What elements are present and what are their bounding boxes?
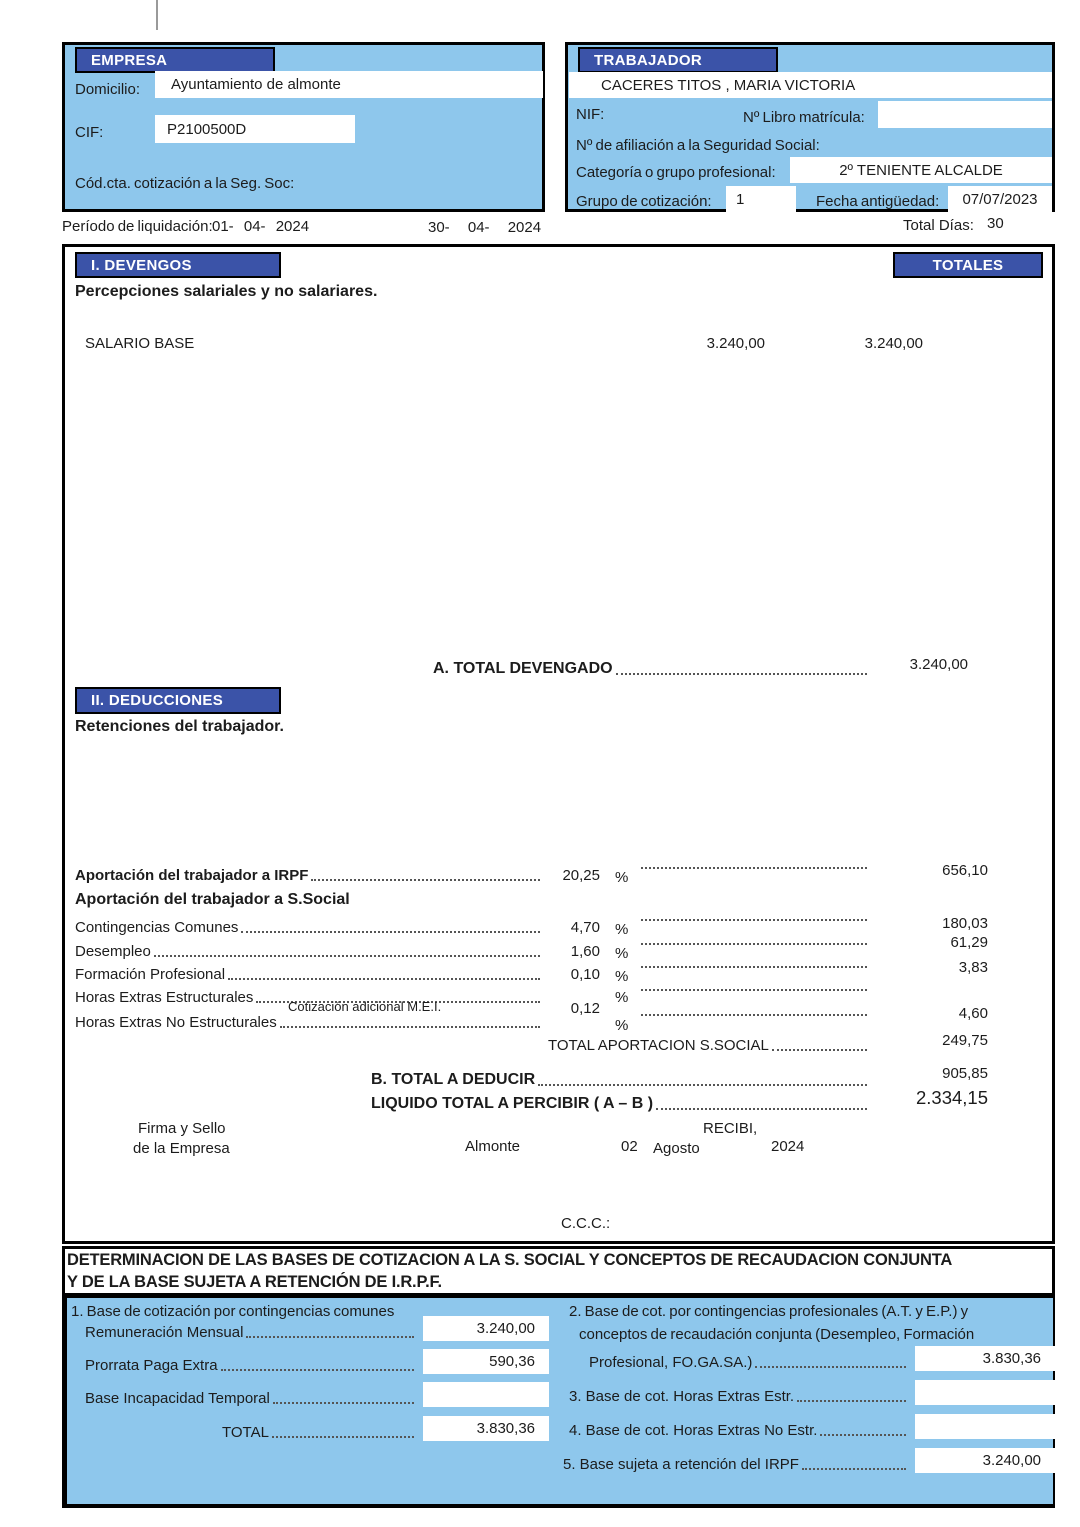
dotted-leader [802,1468,906,1470]
remuneracion-field [423,1316,549,1341]
afiliacion-label: Nº de afiliación a la Seguridad Social: [576,137,820,154]
leader [638,966,870,971]
dotted-leader [641,989,867,991]
prorrata-field [423,1349,549,1374]
categoria-value: 2º TENIENTE ALCALDE [839,161,1003,179]
cif-value: P2100500D [167,120,247,138]
pct-sign: % [615,921,629,938]
fecha-antiguedad-label: Fecha antigüedad: [816,193,940,210]
devengos-header: I. DEVENGOS [75,252,281,278]
deduccion-row [75,1014,543,1031]
base-item5-label: 5. Base sujeta a retención del IRPF [563,1456,799,1473]
devengos-deducciones-box [62,244,1055,1244]
registration-mark [156,0,158,30]
dotted-leader [641,1014,867,1016]
ccc-label: C.C.C.: [561,1215,611,1232]
dotted-leader [273,1402,414,1404]
dotted-leader [154,955,540,957]
deduccion-value: 3,83 [958,959,988,976]
dotted-leader [246,1336,414,1338]
grupo-cotizacion-value: 1 [736,190,745,208]
base-item3-row [569,1388,909,1405]
periodo-label: Período de liquidación: [62,218,213,235]
base-item2-row [589,1354,909,1371]
prorrata-row [85,1357,417,1374]
base-item5-row [563,1456,909,1473]
dotted-leader [616,673,867,675]
base-item2-line3: Profesional, FO.GA.SA.) [589,1354,753,1371]
trabajador-header: TRABAJADOR [578,47,778,73]
periodo-desde: 01- 04- 2024 [212,218,310,235]
irpf-leader [638,867,870,872]
firma-anio: 2024 [771,1138,805,1155]
dotted-leader [241,931,540,933]
dotted-leader [641,943,867,945]
nombre-field [569,72,1052,98]
periodo-hasta: 30- 04- 2024 [428,219,542,236]
base-item4-label: 4. Base de cot. Horas Extras No Estr. [569,1422,818,1439]
deducciones-header: II. DEDUCCIONES [75,687,281,714]
leader [638,1014,870,1019]
dotted-leader [797,1400,906,1402]
domicilio-label: Domicilio: [75,81,141,98]
total-devengado-value: 3.240,00 [909,656,968,673]
firma-lugar: Almonte [465,1138,521,1155]
total-deducir-row [371,1071,870,1089]
base-item3-label: 3. Base de cot. Horas Extras Estr. [569,1388,795,1405]
base-item2-field [915,1346,1055,1371]
liquido-label: LIQUIDO TOTAL A PERCIBIR ( A – B ) [371,1095,654,1112]
base-item5-value: 3.240,00 [982,1452,1041,1469]
pct-sign: % [615,1017,629,1034]
base-item4-row [569,1422,909,1439]
irpf-value: 656,10 [942,862,988,879]
empresa-header: EMPRESA [75,47,275,73]
grupo-cotizacion-field [726,186,796,212]
grupo-cotizacion-label: Grupo de cotización: [576,193,712,210]
ssocial-subtitle: Aportación del trabajador a S.Social [75,891,350,908]
dotted-leader [280,1026,540,1028]
dotted-leader [755,1366,906,1368]
total-ss-value: 249,75 [942,1032,988,1049]
deducciones-subtitle: Retenciones del trabajador. [75,718,284,735]
incapacidad-row [85,1390,417,1407]
categoria-label: Categoría o grupo profesional: [576,164,776,181]
total-deducir-label: B. TOTAL A DEDUCIR [371,1071,536,1088]
determinacion-title-line2: Y DE LA BASE SUJETA A RETENCIÓN DE I.R.P.F. [67,1273,442,1291]
base-item2-value: 3.830,36 [982,1350,1041,1367]
irpf-row [75,867,543,884]
base-item2-line2: conceptos de recaudación conjunta (Desempleo, Formación [579,1326,975,1343]
pct-sign: % [615,989,629,1006]
firma-line1: Firma y Sello [138,1120,226,1137]
concepto-salario-base: SALARIO BASE [85,335,195,352]
irpf-pct: 20,25 [562,867,600,884]
libro-matricula-field [878,101,1052,128]
empresa-panel [62,42,545,212]
total-deducir-value: 905,85 [942,1065,988,1082]
deduccion-pct: 0,10 [570,966,600,983]
salario-base-total: 3.240,00 [864,335,923,352]
deduccion-label: Contingencias Comunes [75,919,239,936]
dotted-leader [221,1369,414,1371]
total-devengado-label: A. TOTAL DEVENGADO [433,660,613,677]
prorrata-label: Prorrata Paga Extra [85,1357,218,1374]
nif-label: NIF: [576,106,605,123]
deduccion-label: Horas Extras Estructurales [75,989,254,1006]
deduccion-label: Desempleo [75,943,151,960]
firma-dia: 02 [621,1138,638,1155]
base-item4-field [915,1414,1055,1439]
salario-base-importe: 3.240,00 [706,335,765,352]
fecha-antiguedad-field [948,186,1052,212]
deduccion-value: 180,03 [942,915,988,932]
totales-header: TOTALES [893,252,1043,278]
libro-matricula-label: Nº Libro matrícula: [743,109,865,126]
deduccion-pct: 1,60 [570,943,600,960]
base-item3-field [915,1380,1055,1405]
bases-total-value: 3.830,36 [476,1420,535,1437]
dotted-leader [538,1084,867,1086]
liquido-value: 2.334,15 [915,1087,988,1108]
dotted-leader [820,1434,906,1436]
recibi-label: RECIBI, [703,1120,758,1137]
cif-field [155,115,355,143]
total-ss-row [548,1037,870,1054]
liquido-row [371,1095,870,1113]
incapacidad-label: Base Incapacidad Temporal [85,1390,270,1407]
leader [638,989,870,994]
dotted-leader [656,1108,867,1110]
domicilio-field [155,71,543,98]
categoria-field [790,157,1052,183]
leader [638,943,870,948]
irpf-label: Aportación del trabajador a IRPF [75,867,309,884]
dotted-leader [641,867,867,869]
incapacidad-field [423,1382,549,1407]
deduccion-row [75,919,543,936]
base-item5-field [915,1448,1055,1473]
trabajador-panel [565,42,1055,212]
dotted-leader [272,1436,414,1438]
prorrata-value: 590,36 [489,1353,535,1370]
deduccion-row [75,943,543,960]
mei-value: 4,60 [958,1005,988,1022]
dotted-leader [311,879,540,881]
base-item2-line1: 2. Base de cot. por contingencias profesionales (A.T. y E.P.) y [569,1303,969,1320]
mei-label: Cotización adicional M.E.I. [288,999,442,1014]
cif-label: CIF: [75,124,104,141]
total-dias-label: Total Días: [903,217,974,234]
mei-pct: 0,12 [570,1000,600,1017]
dotted-leader [228,978,540,980]
deduccion-value: 61,29 [950,934,988,951]
irpf-pct-sign: % [615,869,629,886]
bases-total-field [423,1416,549,1441]
bases-total-row [222,1424,417,1441]
firma-line2: de la Empresa [133,1140,230,1157]
deduccion-label: Formación Profesional [75,966,226,983]
total-ss-label: TOTAL APORTACION S.SOCIAL [548,1037,769,1054]
bases-cotizacion-box [62,1296,1055,1508]
cta-cotizacion-label: Cód.cta. cotización a la Seg. Soc: [75,175,295,192]
bases-total-label: TOTAL [222,1424,269,1441]
remuneracion-label: Remuneración Mensual [85,1324,244,1341]
pct-sign: % [615,945,629,962]
domicilio-value: Ayuntamiento de almonte [171,76,341,93]
remuneracion-row [85,1324,417,1341]
deduccion-row [75,966,543,983]
deduccion-pct: 4,70 [570,919,600,936]
dotted-leader [641,966,867,968]
fecha-antiguedad-value: 07/07/2023 [962,190,1038,208]
total-devengado-row [433,660,870,678]
pct-sign: % [615,968,629,985]
dotted-leader [772,1049,867,1051]
firma-mes: Agosto [653,1140,700,1157]
determinacion-title-line1: DETERMINACION DE LAS BASES DE COTIZACION A LA S. SOCIAL Y CONCEPTOS DE RECAUDACION CONJUNTA [67,1251,953,1269]
devengos-subtitle: Percepciones salariales y no salariares. [75,283,378,300]
leader [638,919,870,924]
total-dias-value: 30 [987,215,1004,232]
deduccion-label: Horas Extras No Estructurales [75,1014,277,1031]
nombre-value: CACERES TITOS , MARIA VICTORIA [601,76,856,94]
remuneracion-value: 3.240,00 [476,1320,535,1337]
determinacion-box [62,1246,1055,1296]
dotted-leader [641,919,867,921]
base-item1-title: 1. Base de cotización por contingencias comunes [71,1303,395,1320]
